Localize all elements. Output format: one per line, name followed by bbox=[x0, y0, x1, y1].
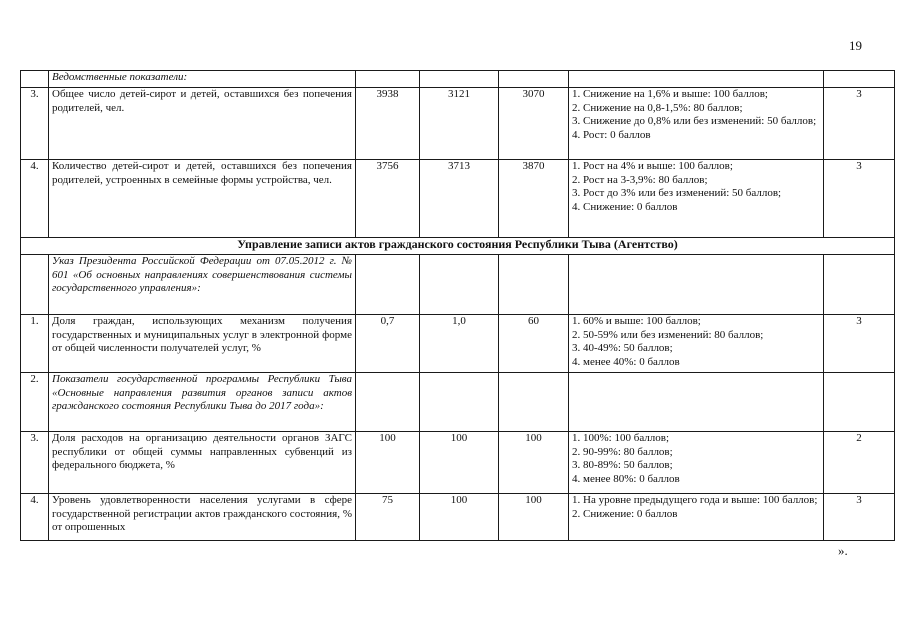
indicator-name: Ведомственные показатели: bbox=[49, 71, 356, 88]
indicator-name: Количество детей-сирот и детей, оставшихся без попечения родителей, устроенных в семейные формы устройства, чел. bbox=[49, 160, 356, 238]
criteria-line: 1. 60% и выше: 100 баллов; bbox=[572, 315, 701, 327]
row-number: 2. bbox=[21, 373, 49, 432]
indicator-name: Общее число детей-сирот и детей, оставшихся без попечения родителей, чел. bbox=[49, 88, 356, 160]
value-3 bbox=[499, 71, 569, 88]
value-1: 3938 bbox=[356, 88, 420, 160]
criteria-line: 4. менее 40%: 0 баллов bbox=[572, 355, 680, 368]
value-1 bbox=[356, 255, 420, 315]
value-1 bbox=[356, 373, 420, 432]
closing-quote-mark: ». bbox=[838, 543, 848, 558]
criteria-cell bbox=[569, 432, 824, 494]
row-number: 3. bbox=[21, 432, 49, 494]
row-number: 4. bbox=[21, 494, 49, 541]
table-row bbox=[21, 88, 895, 160]
criteria-line: 1. Снижение на 1,6% и выше: 100 баллов; bbox=[572, 88, 768, 100]
table-row bbox=[21, 373, 895, 432]
indicators-table bbox=[20, 70, 895, 541]
score bbox=[824, 71, 895, 88]
score bbox=[824, 373, 895, 432]
value-2: 3121 bbox=[420, 88, 499, 160]
value-2: 100 bbox=[420, 494, 499, 541]
row-number: 3. bbox=[21, 88, 49, 160]
row-number bbox=[21, 71, 49, 88]
criteria-cell bbox=[569, 494, 824, 541]
value-2: 1,0 bbox=[420, 315, 499, 373]
indicator-name: Доля расходов на организацию деятельности органов ЗАГС республики от общей суммы направленных субвенций из федерального бюджета, % bbox=[49, 432, 356, 494]
row-number bbox=[21, 255, 49, 315]
value-2: 3713 bbox=[420, 160, 499, 238]
score: 3 bbox=[824, 494, 895, 541]
indicator-name: Показатели государственной программы Республики Тыва «Основные направления развития органов записи актов гражданского состояния Республики Тыва до 2017 года»: bbox=[49, 373, 356, 432]
criteria-line: 3. Снижение до 0,8% или без изменений: 50 баллов; bbox=[572, 115, 817, 128]
criteria-cell bbox=[569, 315, 824, 373]
value-3: 3070 bbox=[499, 88, 569, 160]
indicator-name: Доля граждан, использующих механизм получения государственных и муниципальных услуг в электронной форме от общей численности получателей услуг, % bbox=[49, 315, 356, 373]
indicator-name: Указ Президента Российской Федерации от 07.05.2012 г. № 601 «Об основных направлениях совершенствования системы государственного управления»: bbox=[49, 255, 356, 315]
criteria-line: 2. Снижение на 0,8-1,5%: 80 баллов; bbox=[572, 101, 743, 114]
criteria-line: 3. Рост до 3% или без изменений: 50 баллов; bbox=[572, 187, 782, 200]
criteria-line: 4. Снижение: 0 баллов bbox=[572, 200, 678, 213]
criteria-line: 2. 50-59% или без изменений: 80 баллов; bbox=[572, 328, 764, 341]
row-number: 4. bbox=[21, 160, 49, 238]
value-3: 100 bbox=[499, 494, 569, 541]
section-heading: Управление записи актов гражданского состояния Республики Тыва (Агентство) bbox=[21, 238, 895, 255]
table-row bbox=[21, 160, 895, 238]
criteria-line: 2. 90-99%: 80 баллов; bbox=[572, 445, 673, 458]
value-3: 3870 bbox=[499, 160, 569, 238]
criteria-cell bbox=[569, 160, 824, 238]
score: 2 bbox=[824, 432, 895, 494]
table-row bbox=[21, 255, 895, 315]
criteria-line: 2. Рост на 3-3,9%: 80 баллов; bbox=[572, 173, 708, 186]
score: 3 bbox=[824, 88, 895, 160]
value-2 bbox=[420, 373, 499, 432]
value-3 bbox=[499, 373, 569, 432]
criteria-line: 1. 100%: 100 баллов; bbox=[572, 432, 670, 444]
table-row bbox=[21, 315, 895, 373]
criteria-cell bbox=[569, 255, 824, 315]
value-1: 75 bbox=[356, 494, 420, 541]
value-1: 0,7 bbox=[356, 315, 420, 373]
criteria-line: 4. менее 80%: 0 баллов bbox=[572, 472, 680, 485]
value-2: 100 bbox=[420, 432, 499, 494]
criteria-line: 4. Рост: 0 баллов bbox=[572, 128, 651, 141]
table-row bbox=[21, 494, 895, 541]
value-1 bbox=[356, 71, 420, 88]
value-3 bbox=[499, 255, 569, 315]
row-number: 1. bbox=[21, 315, 49, 373]
criteria-line: 2. Снижение: 0 баллов bbox=[572, 507, 678, 520]
value-2 bbox=[420, 71, 499, 88]
score bbox=[824, 255, 895, 315]
score: 3 bbox=[824, 160, 895, 238]
section-heading-row bbox=[21, 238, 895, 255]
criteria-line: 3. 80-89%: 50 баллов; bbox=[572, 459, 673, 472]
table-body bbox=[21, 71, 895, 541]
criteria-cell bbox=[569, 71, 824, 88]
criteria-line: 3. 40-49%: 50 баллов; bbox=[572, 342, 673, 355]
value-2 bbox=[420, 255, 499, 315]
criteria-cell bbox=[569, 88, 824, 160]
indicator-name: Уровень удовлетворенности населения услугами в сфере государственной регистрации актов гражданского состояния, % от опрошенных bbox=[49, 494, 356, 541]
criteria-line: 1. Рост на 4% и выше: 100 баллов; bbox=[572, 160, 733, 172]
value-1: 100 bbox=[356, 432, 420, 494]
score: 3 bbox=[824, 315, 895, 373]
value-3: 60 bbox=[499, 315, 569, 373]
page-number: 19 bbox=[849, 38, 862, 53]
value-3: 100 bbox=[499, 432, 569, 494]
value-1: 3756 bbox=[356, 160, 420, 238]
criteria-line: 1. На уровне предыдущего года и выше: 100 баллов; bbox=[572, 494, 818, 506]
table-row bbox=[21, 71, 895, 88]
criteria-cell bbox=[569, 373, 824, 432]
table-row bbox=[21, 432, 895, 494]
